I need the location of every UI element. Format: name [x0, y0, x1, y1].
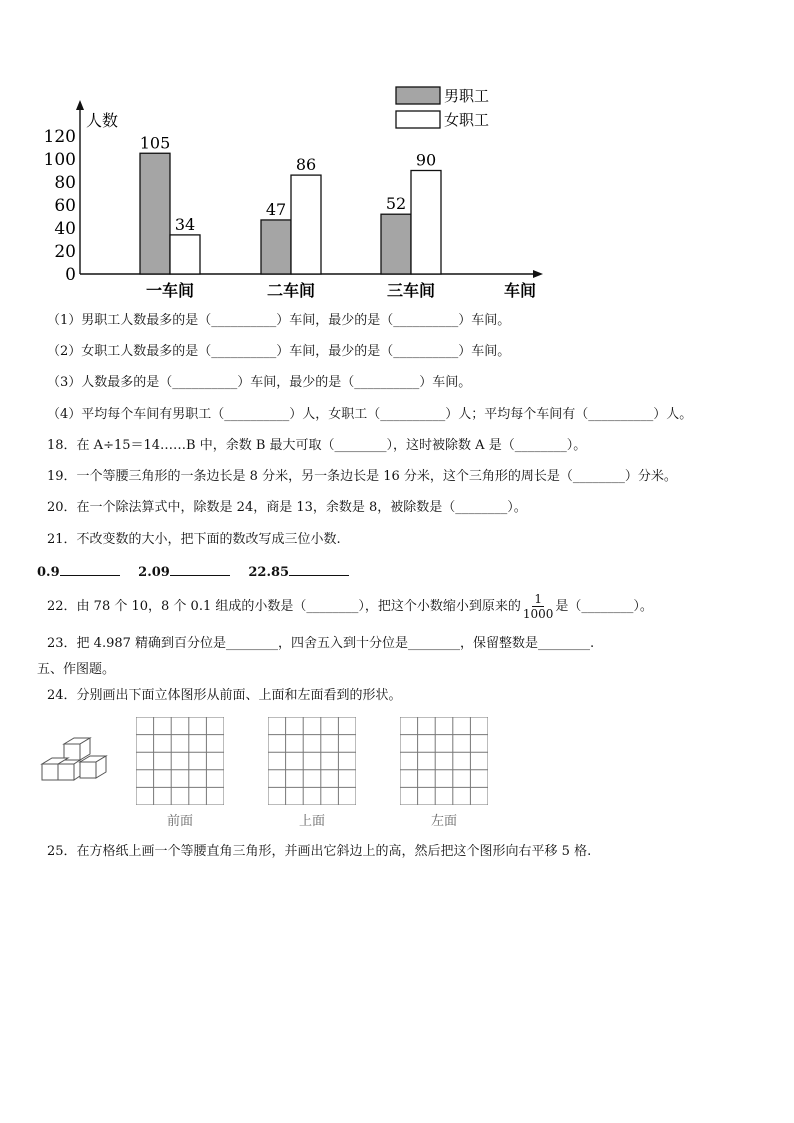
question-21-items	[37, 563, 349, 582]
bar	[140, 153, 170, 274]
y-tick-label: 120	[43, 127, 76, 147]
bar-value-label: 47	[265, 199, 287, 219]
question-22-pre: 22．由 78 个 10，8 个 0.1 组成的小数是（________），把这个小数缩小到原来的	[47, 599, 521, 614]
bar	[170, 235, 200, 274]
question-22-post: 是（________）。	[555, 599, 653, 614]
grid-label-front: 前面	[166, 814, 193, 829]
question-20: 20．在一个除法算式中，除数是 24，商是 13，余数是 8，被除数是（________）。	[47, 500, 527, 515]
bar-value-label: 90	[415, 150, 437, 170]
category-label: 三车间	[386, 281, 436, 300]
legend-swatch	[396, 87, 440, 104]
decimal-item-3: 22.85	[248, 565, 290, 580]
question-25: 25．在方格纸上画一个等腰直角三角形，并画出它斜边上的高，然后把这个图形向右平移 5 格.	[47, 844, 592, 859]
y-tick-label: 60	[54, 196, 76, 216]
question-21: 21．不改变数的大小，把下面的数改写成三位小数.	[47, 532, 341, 547]
x-axis-arrow	[533, 270, 543, 278]
y-axis-title: 人数	[86, 111, 119, 130]
fraction-denominator: 1000	[522, 607, 554, 621]
grid-front	[136, 717, 224, 805]
fraction-numerator: 1	[534, 592, 542, 606]
y-tick-label: 80	[54, 173, 76, 193]
grid-left	[400, 717, 488, 805]
y-tick-label: 20	[54, 242, 76, 262]
bar	[411, 171, 441, 275]
bar	[291, 175, 321, 274]
y-axis-arrow	[76, 100, 84, 110]
fraction	[523, 592, 554, 621]
bar-value-label: 34	[174, 214, 196, 234]
legend-label: 男职工	[444, 87, 490, 105]
x-axis-title: 车间	[503, 281, 537, 300]
category-label: 一车间	[145, 281, 195, 300]
decimal-item-1: 0.9	[37, 565, 60, 580]
bar-value-label: 105	[139, 133, 171, 153]
bar	[261, 220, 291, 274]
y-tick-label: 0	[65, 265, 76, 285]
chart-bars	[140, 150, 441, 274]
question-23: 23．把 4.987 精确到百分位是________，四舍五入到十分位是________，保留整数是________.	[47, 636, 595, 651]
question-18: 18．在 A÷15＝14……B 中，余数 B 最大可取（________），这时被除数 A 是（________）。	[47, 438, 587, 453]
grid-label-left: 左面	[430, 814, 457, 829]
question-17-1: （1）男职工人数最多的是（__________）车间，最少的是（__________）车间。	[47, 313, 511, 328]
decimal-item-2: 2.09	[138, 565, 170, 580]
category-label: 二车间	[266, 281, 316, 300]
grid-label-top: 上面	[298, 814, 325, 829]
question-22	[47, 590, 653, 624]
y-tick-label: 40	[54, 219, 76, 239]
question-17-2: （2）女职工人数最多的是（__________）车间，最少的是（__________）车间。	[47, 344, 511, 359]
cube-figure	[40, 736, 110, 784]
bar	[381, 214, 411, 274]
legend-label: 女职工	[444, 111, 490, 129]
y-tick-label: 100	[43, 150, 76, 170]
bar-value-label: 52	[385, 194, 407, 214]
bar-value-label: 86	[295, 155, 317, 175]
section-title: 五、作图题。	[37, 662, 116, 677]
bar-chart	[0, 0, 794, 305]
grid-top	[268, 717, 356, 805]
legend-swatch	[396, 111, 440, 128]
question-17-3: （3）人数最多的是（__________）车间，最少的是（__________）车间。	[47, 375, 472, 390]
question-19: 19．一个等腰三角形的一条边长是 8 分米，另一条边长是 16 分米，这个三角形的周长是（________）分米。	[47, 469, 677, 484]
chart-legend	[396, 87, 489, 129]
question-24: 24．分别画出下面立体图形从前面、上面和左面看到的形状。	[47, 688, 402, 703]
question-17-4: （4）平均每个车间有男职工（__________）人，女职工（__________）人；平均每个车间有（__________）人。	[47, 407, 693, 422]
